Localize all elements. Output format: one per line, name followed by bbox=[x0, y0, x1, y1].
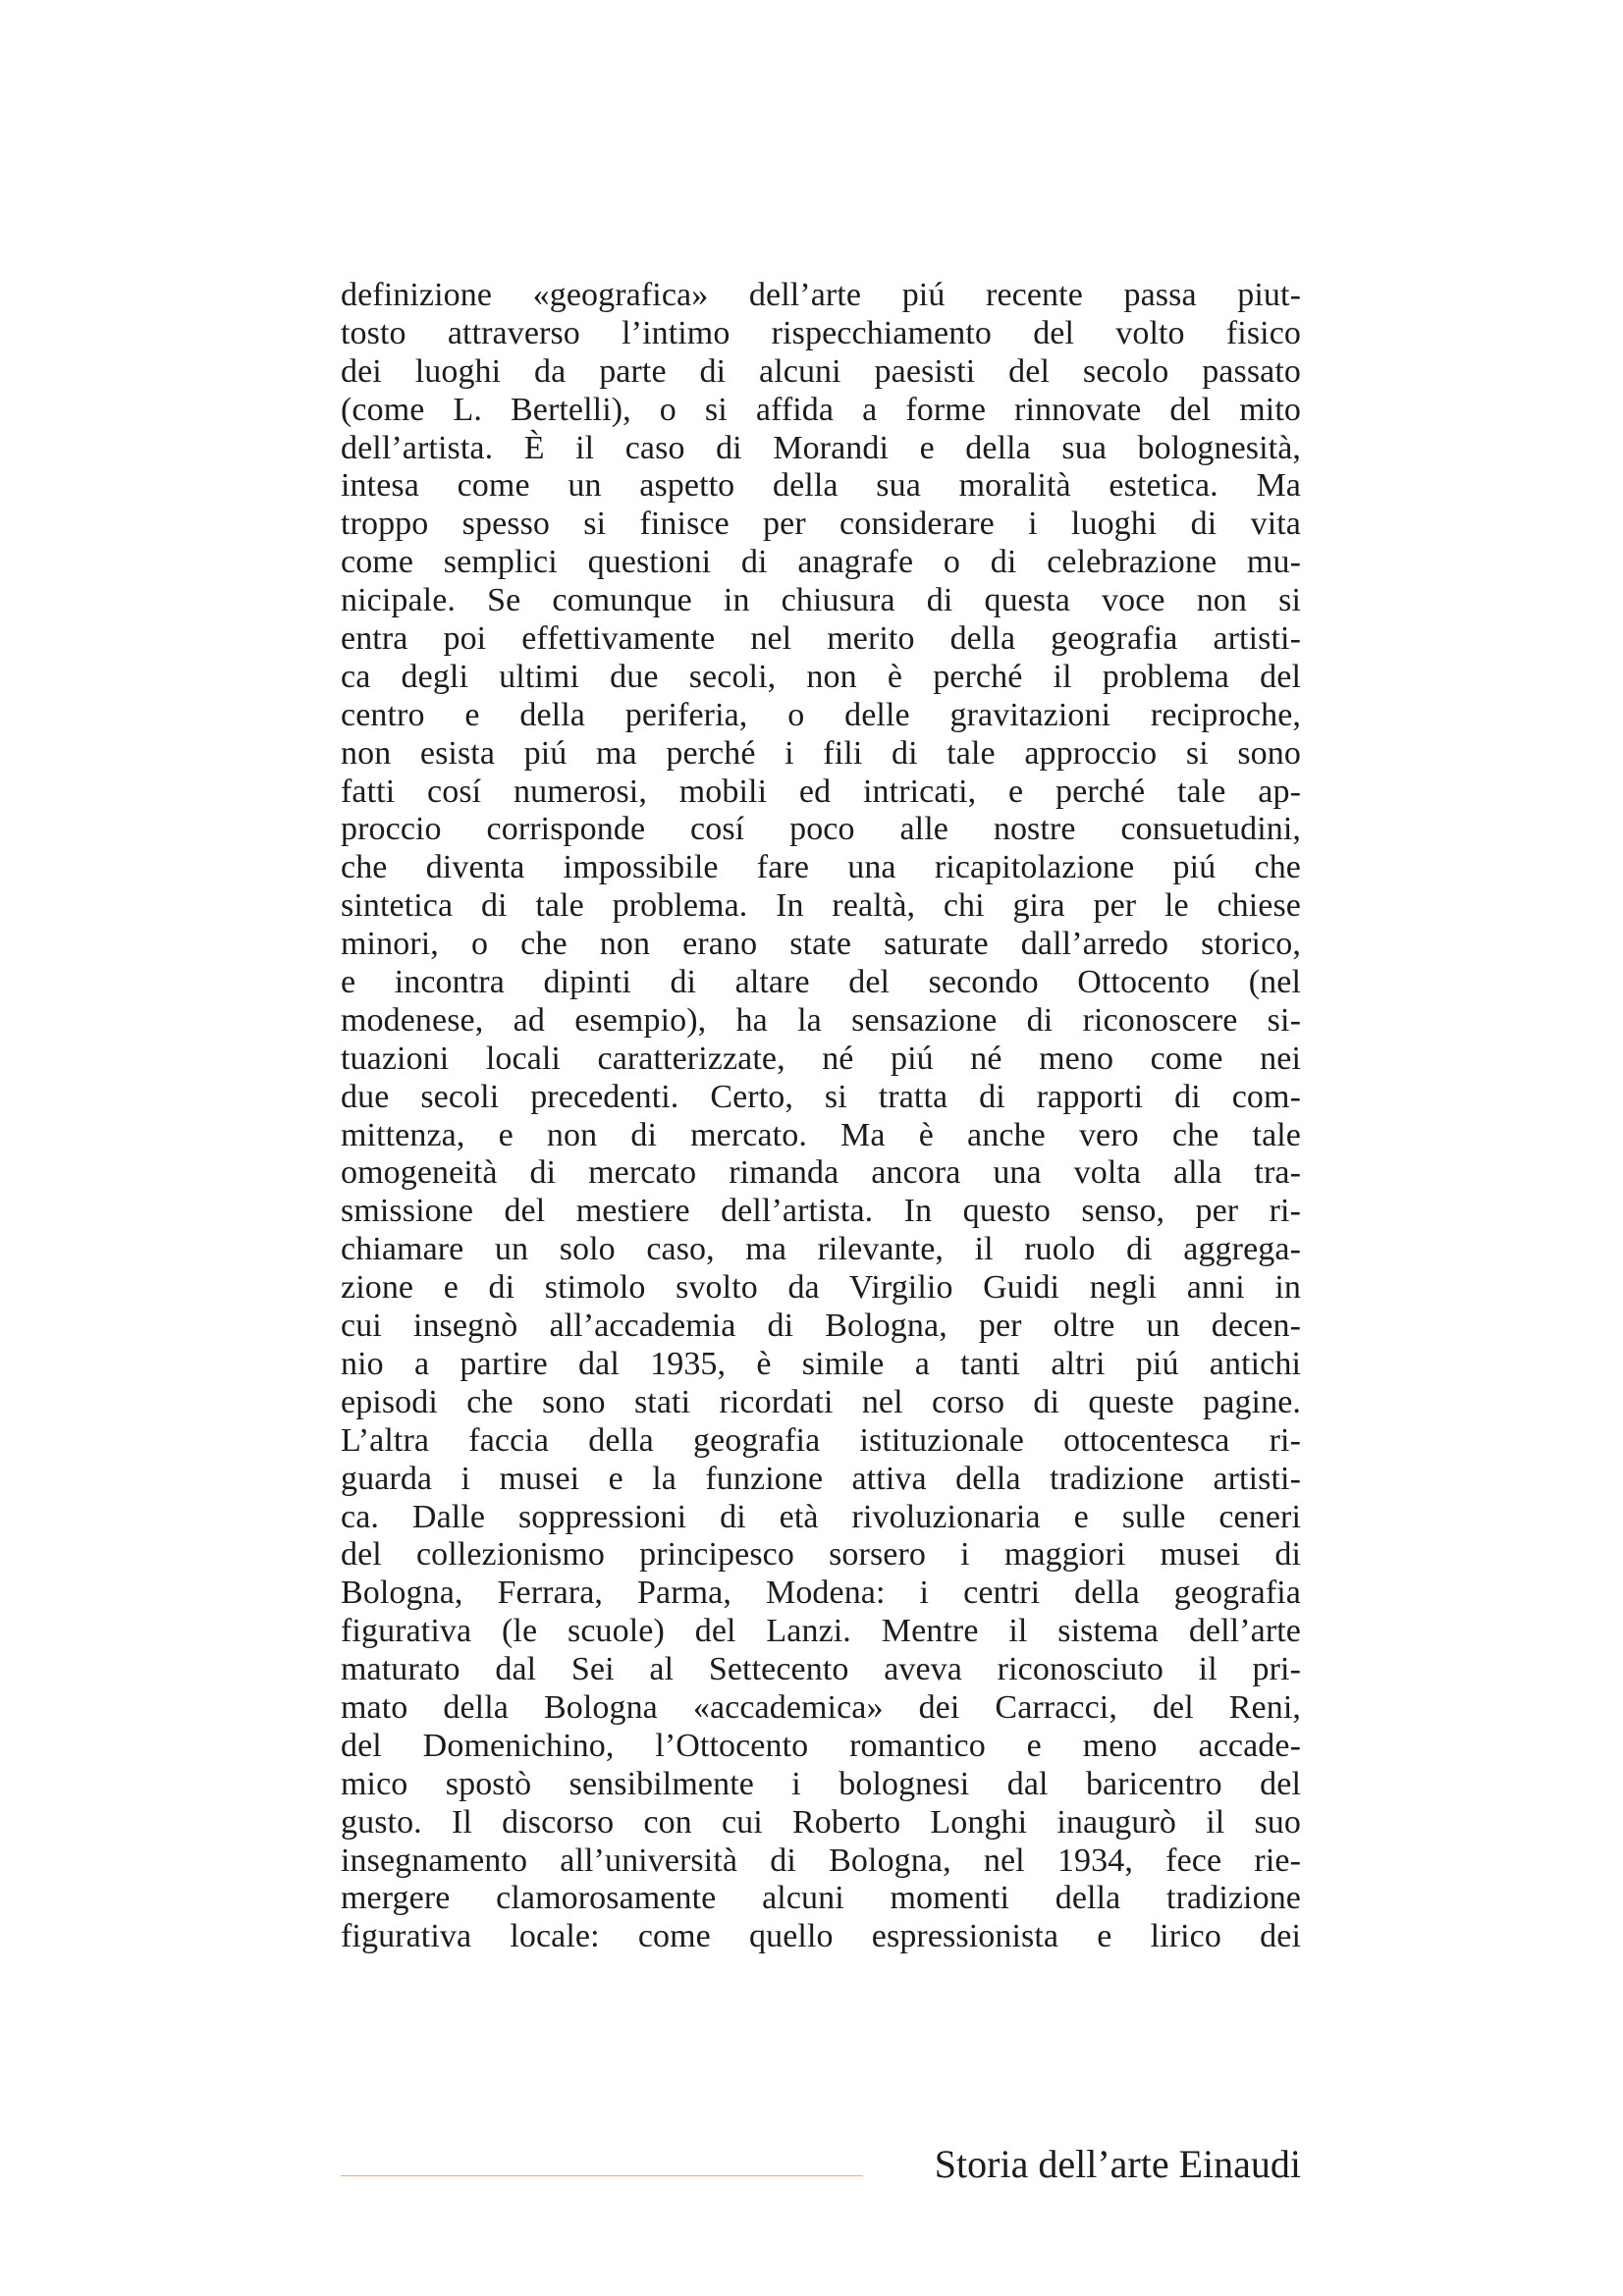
text-line: L’altra faccia della geografia istituzionale ottocentesca ri- bbox=[341, 1421, 1301, 1459]
text-line: non esista piú ma perché i fili di tale approccio si sono bbox=[341, 734, 1301, 772]
text-line: entra poi effettivamente nel merito della geografia artisti- bbox=[341, 620, 1301, 658]
text-line: (come L. Bertelli), o si affida a forme rinnovate del mito bbox=[341, 391, 1301, 428]
text-line: zione e di stimolo svolto da Virgilio Guidi negli anni in bbox=[341, 1269, 1301, 1307]
text-line: intesa come un aspetto della sua moralità estetica. Ma bbox=[341, 467, 1301, 505]
text-line: nicipale. Se comunque in chiusura di questa voce non si bbox=[341, 582, 1301, 619]
text-line: e incontra dipinti di altare del secondo Ottocento (nel bbox=[341, 964, 1301, 1001]
text-line: cui insegnò all’accademia di Bologna, per oltre un decen- bbox=[341, 1308, 1301, 1345]
text-line: ca. Dalle soppressioni di età rivoluzionaria e sulle ceneri bbox=[341, 1498, 1301, 1535]
text-line: che diventa impossibile fare una ricapitolazione piú che bbox=[341, 849, 1301, 886]
text-line: mico spostò sensibilmente i bolognesi dal baricentro del bbox=[341, 1765, 1301, 1802]
text-line: nio a partire dal 1935, è simile a tanti altri piú antichi bbox=[341, 1345, 1301, 1382]
text-line: minori, o che non erano state saturate dall’arredo storico, bbox=[341, 926, 1301, 963]
text-line: definizione «geografica» dell’arte piú recente passa piut- bbox=[341, 277, 1301, 313]
text-line: smissione del mestiere dell’artista. In questo senso, per ri- bbox=[341, 1193, 1301, 1230]
text-line: chiamare un solo caso, ma rilevante, il ruolo di aggrega- bbox=[341, 1231, 1301, 1268]
text-line: fatti cosí numerosi, mobili ed intricati, e perché tale ap- bbox=[341, 773, 1301, 810]
text-line: tuazioni locali caratterizzate, né piú né meno come nei bbox=[341, 1040, 1301, 1077]
body-text bbox=[341, 277, 1301, 1956]
text-line: figurativa (le scuole) del Lanzi. Mentre il sistema dell’arte bbox=[341, 1613, 1301, 1650]
text-line: tosto attraverso l’intimo rispecchiamento del volto fisico bbox=[341, 314, 1301, 351]
text-line: proccio corrisponde cosí poco alle nostre consuetudini, bbox=[341, 811, 1301, 848]
footer-rule bbox=[341, 2175, 863, 2176]
text-line: maturato dal Sei al Settecento aveva riconosciuto il pri- bbox=[341, 1651, 1301, 1688]
page-footer bbox=[341, 2140, 1301, 2189]
text-line: mato della Bologna «accademica» dei Carracci, del Reni, bbox=[341, 1688, 1301, 1726]
text-line: omogeneità di mercato rimanda ancora una volta alla tra- bbox=[341, 1154, 1301, 1192]
text-line: Bologna, Ferrara, Parma, Modena: i centri della geografia bbox=[341, 1575, 1301, 1612]
text-line: modenese, ad esempio), ha la sensazione di riconoscere si- bbox=[341, 1001, 1301, 1039]
text-line: del collezionismo principesco sorsero i maggiori musei di bbox=[341, 1536, 1301, 1574]
text-line: dei luoghi da parte di alcuni paesisti del secolo passato bbox=[341, 352, 1301, 390]
text-line: episodi che sono stati ricordati nel corso di queste pagine. bbox=[341, 1383, 1301, 1420]
text-line: gusto. Il discorso con cui Roberto Longhi inaugurò il suo bbox=[341, 1803, 1301, 1841]
text-line: del Domenichino, l’Ottocento romantico e meno accade- bbox=[341, 1727, 1301, 1764]
text-line: sintetica di tale problema. In realtà, chi gira per le chiese bbox=[341, 887, 1301, 925]
text-line: mittenza, e non di mercato. Ma è anche vero che tale bbox=[341, 1116, 1301, 1153]
text-line: guarda i musei e la funzione attiva della tradizione artisti- bbox=[341, 1460, 1301, 1497]
footer-title: Storia dell’arte Einaudi bbox=[934, 2142, 1301, 2186]
text-line: dell’artista. È il caso di Morandi e della sua bolognesità, bbox=[341, 429, 1301, 466]
text-line: centro e della periferia, o delle gravitazioni reciproche, bbox=[341, 696, 1301, 733]
text-line: insegnamento all’università di Bologna, nel 1934, fece rie- bbox=[341, 1842, 1301, 1879]
text-line: ca degli ultimi due secoli, non è perché il problema del bbox=[341, 658, 1301, 695]
text-line: due secoli precedenti. Certo, si tratta di rapporti di com- bbox=[341, 1078, 1301, 1115]
text-line: come semplici questioni di anagrafe o di celebrazione mu- bbox=[341, 544, 1301, 581]
text-line: mergere clamorosamente alcuni momenti della tradizione bbox=[341, 1880, 1301, 1917]
text-line: troppo spesso si finisce per considerare i luoghi di vita bbox=[341, 506, 1301, 543]
text-line: figurativa locale: come quello espressionista e lirico dei bbox=[341, 1918, 1301, 1955]
